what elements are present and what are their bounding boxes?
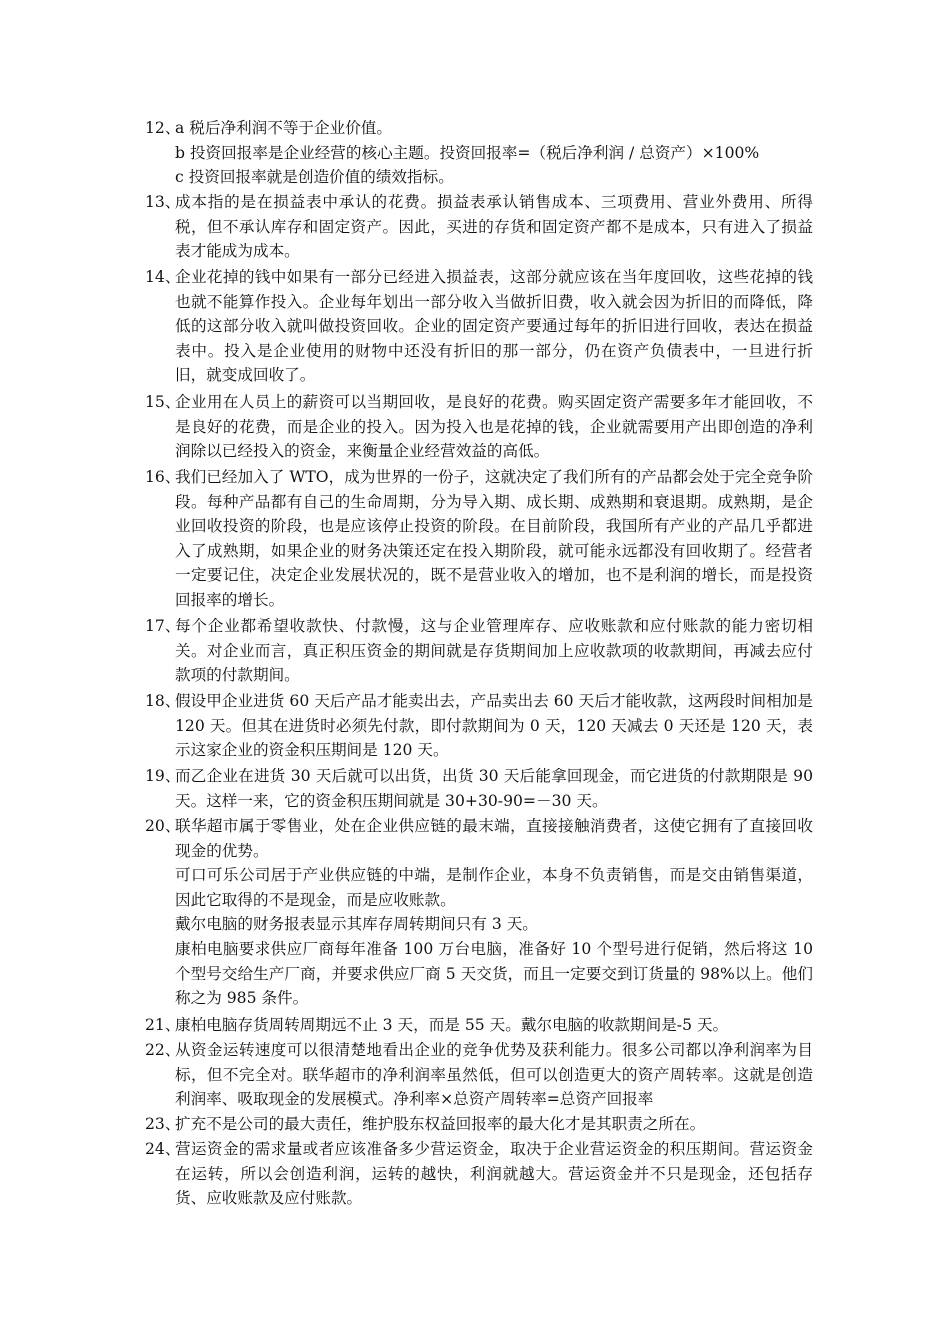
list-item-16 bbox=[145, 465, 813, 613]
item-paragraph: c 投资回报率就是创造价值的绩效指标。 bbox=[175, 168, 454, 187]
item-paragraph: 成本指的是在损益表中承认的花费。损益表承认销售成本、三项费用、营业外费用、所得税，但不承认库存和固定资产。因此，买进的存货和固定资产都不是成本，只有进入了损益表才能成为成本。 bbox=[175, 193, 813, 261]
item-paragraph: 戴尔电脑的财务报表显示其库存周转期间只有 3 天。 bbox=[175, 915, 538, 934]
list-item-14 bbox=[145, 265, 813, 388]
item-body bbox=[175, 689, 813, 763]
item-number: 23、 bbox=[145, 1115, 181, 1133]
item-number: 15、 bbox=[145, 393, 181, 411]
item-body bbox=[175, 1013, 813, 1038]
item-body bbox=[175, 190, 813, 264]
item-number: 16、 bbox=[145, 468, 181, 486]
item-number: 18、 bbox=[145, 692, 181, 710]
item-paragraph: 我们已经加入了 WTO，成为世界的一份子，这就决定了我们所有的产品都会处于完全竞争阶段。每种产品都有自己的生命周期，分为导入期、成长期、成熟期和衰退期。成熟期，是企业回收投资的阶段，也是应该停止投资的阶段。在目前阶段，我国所有产业的产品几乎都进入了成熟期，如果企业的财务决策还定在投入期阶段，就可能永远都没有回收期了。经营者一定要记住，决定企业发展状况的，既不是营业收入的增加，也不是利润的增长，而是投资回报率的增长。 bbox=[175, 468, 813, 609]
list-item-20 bbox=[145, 814, 813, 1011]
list-item-21 bbox=[145, 1013, 813, 1038]
item-body bbox=[175, 814, 813, 1011]
list-item-12 bbox=[145, 116, 813, 190]
list-item-15 bbox=[145, 390, 813, 464]
item-number: 12、 bbox=[145, 119, 181, 137]
item-paragraph: 假设甲企业进货 60 天后产品才能卖出去，产品卖出去 60 天后才能收款，这两段时间相加是 120 天。但其在进货时必须先付款，即付款期间为 0 天，120 天减去 0 天还是 120 天，表示这家企业的资金积压期间是 120 天。 bbox=[175, 692, 813, 760]
item-paragraph: 企业花掉的钱中如果有一部分已经进入损益表，这部分就应该在当年度回收，这些花掉的钱也就不能算作投入。企业每年划出一部分收入当做折旧费，收入就会因为折旧的而降低，降低的这部分收入就叫做投资回收。企业的固定资产要通过每年的折旧进行回收，表达在损益表中。投入是企业使用的财物中还没有折旧的那一部分，仍在资产负债表中，一旦进行折旧，就变成回收了。 bbox=[175, 268, 813, 385]
list-item-13 bbox=[145, 190, 813, 264]
item-number: 24、 bbox=[145, 1140, 181, 1158]
item-paragraph: 康柏电脑存货周转周期远不止 3 天，而是 55 天。戴尔电脑的收款期间是-5 天。 bbox=[175, 1016, 729, 1034]
item-paragraph: 每个企业都希望收款快、付款慢，这与企业管理库存、应收账款和应付账款的能力密切相关。对企业而言，真正积压资金的期间就是存货期间加上应收款项的收款期间，再减去应付款项的付款期间。 bbox=[175, 617, 813, 685]
item-paragraph: 而乙企业在进货 30 天后就可以出货，出货 30 天后能拿回现金，而它进货的付款期限是 90 天。这样一来，它的资金积压期间就是 30+30-90=－30 天。 bbox=[175, 767, 813, 810]
item-body bbox=[175, 116, 813, 190]
item-number: 20、 bbox=[145, 817, 181, 835]
item-body bbox=[175, 764, 813, 813]
list-item-22 bbox=[145, 1038, 813, 1112]
item-body bbox=[175, 614, 813, 688]
item-number: 14、 bbox=[145, 268, 181, 286]
item-paragraph: 联华超市属于零售业，处在企业供应链的最末端，直接接触消费者，这使它拥有了直接回收现金的优势。 bbox=[175, 817, 813, 860]
item-body bbox=[175, 1137, 813, 1211]
item-number: 21、 bbox=[145, 1016, 181, 1034]
item-body bbox=[175, 1112, 813, 1137]
item-paragraph: 营运资金的需求量或者应该准备多少营运资金，取决于企业营运资金的积压期间。营运资金在运转，所以会创造利润，运转的越快，利润就越大。营运资金并不只是现金，还包括存货、应收账款及应付账款。 bbox=[175, 1140, 813, 1208]
item-paragraph: 企业用在人员上的薪资可以当期回收，是良好的花费。购买固定资产需要多年才能回收，不是良好的花费，而是企业的投入。因为投入也是花掉的钱，企业就需要用产出即创造的净利润除以已经投入的资金，来衡量企业经营效益的高低。 bbox=[175, 393, 813, 461]
list-item-24 bbox=[145, 1137, 813, 1211]
list-item-19 bbox=[145, 764, 813, 813]
list-item-17 bbox=[145, 614, 813, 688]
list-item-18 bbox=[145, 689, 813, 763]
list-item-23 bbox=[145, 1112, 813, 1137]
item-paragraph: 扩充不是公司的最大责任，维护股东权益回报率的最大化才是其职责之所在。 bbox=[175, 1115, 706, 1133]
item-body bbox=[175, 390, 813, 464]
item-body bbox=[175, 1038, 813, 1112]
item-paragraph: 可口可乐公司居于产业供应链的中端，是制作企业，本身不负责销售，而是交由销售渠道，因此它取得的不是现金，而是应收账款。 bbox=[175, 866, 813, 909]
item-paragraph: 从资金运转速度可以很清楚地看出企业的竞争优势及获利能力。很多公司都以净利润率为目标，但不完全对。联华超市的净利润率虽然低，但可以创造更大的资产周转率。这就是创造利润率、吸取现金的发展模式。净利率×总资产周转率=总资产回报率 bbox=[175, 1041, 813, 1109]
item-paragraph: a 税后净利润不等于企业价值。 bbox=[175, 119, 392, 137]
item-number: 13、 bbox=[145, 193, 181, 211]
item-body bbox=[175, 265, 813, 388]
item-paragraph: 康柏电脑要求供应厂商每年准备 100 万台电脑，准备好 10 个型号进行促销，然后将这 10 个型号交给生产厂商，并要求供应厂商 5 天交货，而且一定要交到订货量的 98%以上。他们称之为 985 条件。 bbox=[175, 939, 813, 1008]
item-number: 22、 bbox=[145, 1041, 181, 1059]
item-number: 19、 bbox=[145, 767, 181, 785]
item-number: 17、 bbox=[145, 617, 181, 635]
item-body bbox=[175, 465, 813, 613]
item-paragraph: b 投资回报率是企业经营的核心主题。投资回报率=（税后净利润 / 总资产）×100% bbox=[175, 143, 760, 162]
